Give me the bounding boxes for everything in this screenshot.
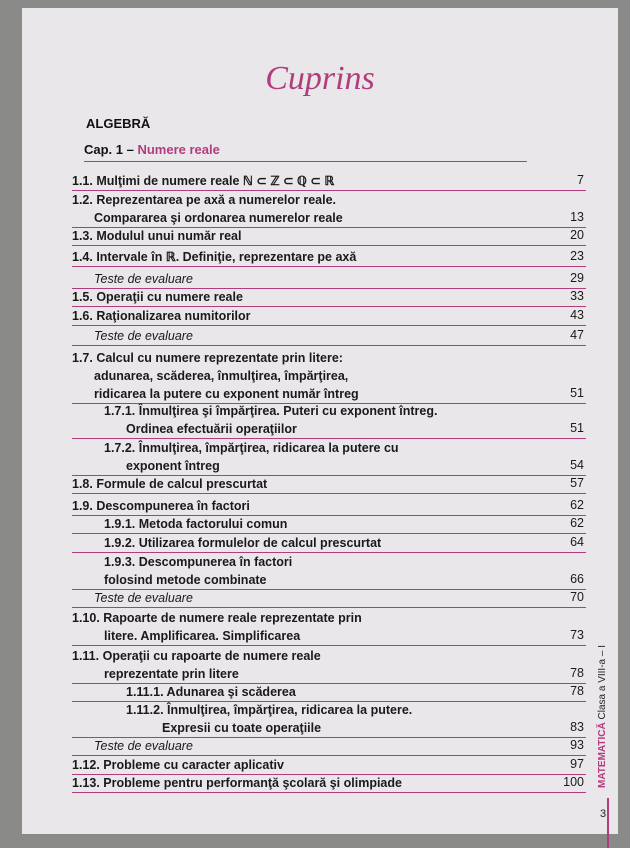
toc-entry-number: 1.8.	[72, 477, 97, 491]
page-number: 3	[600, 808, 607, 820]
toc-entry	[72, 350, 630, 366]
toc-entry-text: adunarea, scăderea, înmulţirea, împărţirea,	[94, 369, 349, 383]
toc-entry	[126, 702, 630, 718]
chapter-name: Numere reale	[137, 142, 220, 157]
toc-divider	[72, 438, 586, 439]
toc-entry-number: 1.9.2.	[104, 536, 139, 550]
toc-entry-number: 1.9.	[72, 499, 97, 513]
toc-entry-text: Teste de evaluare	[94, 591, 193, 605]
toc-entry-title: Adunarea şi scăderea	[166, 685, 296, 699]
toc-divider	[72, 645, 586, 646]
toc-entry-number: 1.11.2.	[126, 703, 168, 717]
toc-entry-number: 1.2.	[72, 193, 97, 207]
toc-entry-title: Operaţii cu numere reale	[96, 290, 243, 304]
toc-entry-number: 1.7.	[72, 351, 97, 365]
toc-page-number: 73	[570, 628, 584, 642]
toc-page-number: 20	[570, 228, 584, 242]
toc-entry-number: 1.12.	[72, 758, 104, 772]
toc-entry-number: 1.3.	[72, 229, 97, 243]
toc-entry	[72, 610, 630, 626]
toc-entry-number: 1.6.	[72, 309, 97, 323]
toc-entry-number: 1.11.1.	[126, 685, 167, 699]
chapter-prefix: Cap. 1 –	[84, 142, 138, 157]
toc-page-number: 7	[577, 173, 584, 187]
toc-page-number: 54	[570, 458, 584, 472]
toc-entry-title: Modulul unui număr real	[96, 229, 242, 243]
toc-page-number: 51	[570, 386, 584, 400]
toc-divider	[72, 325, 586, 326]
toc-page-number: 33	[570, 289, 584, 303]
toc-entry	[104, 403, 630, 419]
toc-entry	[72, 192, 630, 208]
toc-entry-title: Probleme cu caracter aplicativ	[103, 758, 284, 772]
toc-page-number: 43	[570, 308, 584, 322]
chapter-divider	[84, 161, 527, 162]
toc-entry-number: 1.9.1.	[104, 517, 139, 531]
toc-entry-title: Probleme pentru performanţă şcolară şi olimpiade	[103, 776, 402, 790]
toc-entry-text: Teste de evaluare	[94, 329, 193, 343]
toc-page-number: 100	[563, 775, 584, 789]
toc-entry-text: litere. Amplificarea. Simplificarea	[104, 629, 301, 643]
toc-page-number: 78	[570, 666, 584, 680]
toc-page-number: 93	[570, 738, 584, 752]
toc-page-number: 97	[570, 757, 584, 771]
toc-entry-number: 1.13.	[72, 776, 104, 790]
toc-entry-title: Utilizarea formulelor de calcul prescurtat	[138, 536, 382, 550]
toc-divider	[72, 607, 586, 608]
toc-page-number: 70	[570, 590, 584, 604]
toc-entry-title: Mulţimi de numere reale ℕ ⊂ ℤ ⊂ ℚ ⊂ ℝ	[96, 174, 335, 188]
page-title: Cuprins	[265, 60, 375, 97]
toc-entry-text: Expresii cu toate operaţiile	[162, 721, 322, 735]
toc-entry-title: Înmulţirea şi împărţirea. Puteri cu exponent întreg.	[138, 404, 438, 418]
toc-page-number: 62	[570, 498, 584, 512]
toc-entry-text: ridicarea la putere cu exponent număr întreg	[94, 387, 359, 401]
side-bar	[607, 798, 609, 848]
toc-entry-title: Metoda factorului comun	[138, 517, 288, 531]
toc-entry	[72, 648, 630, 664]
toc-divider	[72, 552, 586, 553]
toc-entry-title: Descompunerea în factori	[96, 499, 250, 513]
toc-entry-number: 1.7.2.	[104, 441, 139, 455]
toc-entry-text: exponent întreg	[126, 459, 220, 473]
toc-entry-title: Calcul cu numere reprezentate prin litere:	[96, 351, 343, 365]
book-page	[22, 8, 618, 834]
toc-entry-title: Intervale în ℝ. Definiţie, reprezentare pe axă	[96, 250, 357, 264]
toc-page-number: 66	[570, 572, 584, 586]
toc-page-number: 29	[570, 271, 584, 285]
toc-page-number: 64	[570, 535, 584, 549]
toc-entry	[104, 554, 630, 570]
toc-divider	[72, 190, 586, 191]
toc-entry	[104, 440, 630, 456]
side-grade: Clasa a VIII-a – I	[597, 645, 608, 720]
toc-entry-text: Ordinea efectuării operaţiilor	[126, 422, 297, 436]
toc-entry	[94, 368, 630, 384]
side-subject: MATEMATICĂ	[597, 722, 608, 788]
toc-divider	[72, 533, 586, 534]
toc-entry-number: 1.10.	[72, 611, 104, 625]
toc-divider	[72, 755, 586, 756]
toc-entry-title: Rapoarte de numere reale reprezentate prin	[103, 611, 362, 625]
toc-entry-text: Compararea şi ordonarea numerelor reale	[94, 211, 343, 225]
toc-entry-text: folosind metode combinate	[104, 573, 267, 587]
toc-entry-number: 1.5.	[72, 290, 97, 304]
toc-entry-title: Înmulţirea, împărţirea, ridicarea la putere cu	[138, 441, 399, 455]
toc-page-number: 83	[570, 720, 584, 734]
toc-entry-title: Operaţii cu rapoarte de numere reale	[102, 649, 321, 663]
toc-entry-number: 1.4.	[72, 250, 97, 264]
toc-page-number: 51	[570, 421, 584, 435]
toc-entry-title: Raţionalizarea numitorilor	[96, 309, 251, 323]
toc-divider	[72, 306, 586, 307]
toc-divider	[72, 345, 586, 346]
toc-entry-title: Formule de calcul prescurtat	[96, 477, 268, 491]
toc-entry-title: Înmulţirea, împărţirea, ridicarea la putere.	[167, 703, 413, 717]
toc-divider	[72, 792, 586, 793]
chapter-heading	[84, 142, 527, 157]
toc-page-number: 13	[570, 210, 584, 224]
toc-entry-number: 1.7.1.	[104, 404, 139, 418]
toc-entry-number: 1.11.	[72, 649, 103, 663]
section-heading: ALGEBRĂ	[86, 116, 151, 131]
toc-entry-number: 1.1.	[72, 174, 97, 188]
toc-page-number: 23	[570, 249, 584, 263]
toc-entry-text: Teste de evaluare	[94, 272, 193, 286]
toc-divider	[72, 266, 586, 267]
toc-page-number: 78	[570, 684, 584, 698]
toc-page-number: 57	[570, 476, 584, 490]
side-caption	[597, 645, 608, 788]
toc-divider	[72, 493, 586, 494]
toc-entry-number: 1.9.3.	[104, 555, 139, 569]
toc-entry-title: Descompunerea în factori	[138, 555, 293, 569]
toc-entry-text: Teste de evaluare	[94, 739, 193, 753]
toc-page-number: 62	[570, 516, 584, 530]
toc-page-number: 47	[570, 328, 584, 342]
toc-divider	[72, 245, 586, 246]
toc-entry-text: reprezentate prin litere	[104, 667, 239, 681]
toc-entry-title: Reprezentarea pe axă a numerelor reale.	[96, 193, 337, 207]
